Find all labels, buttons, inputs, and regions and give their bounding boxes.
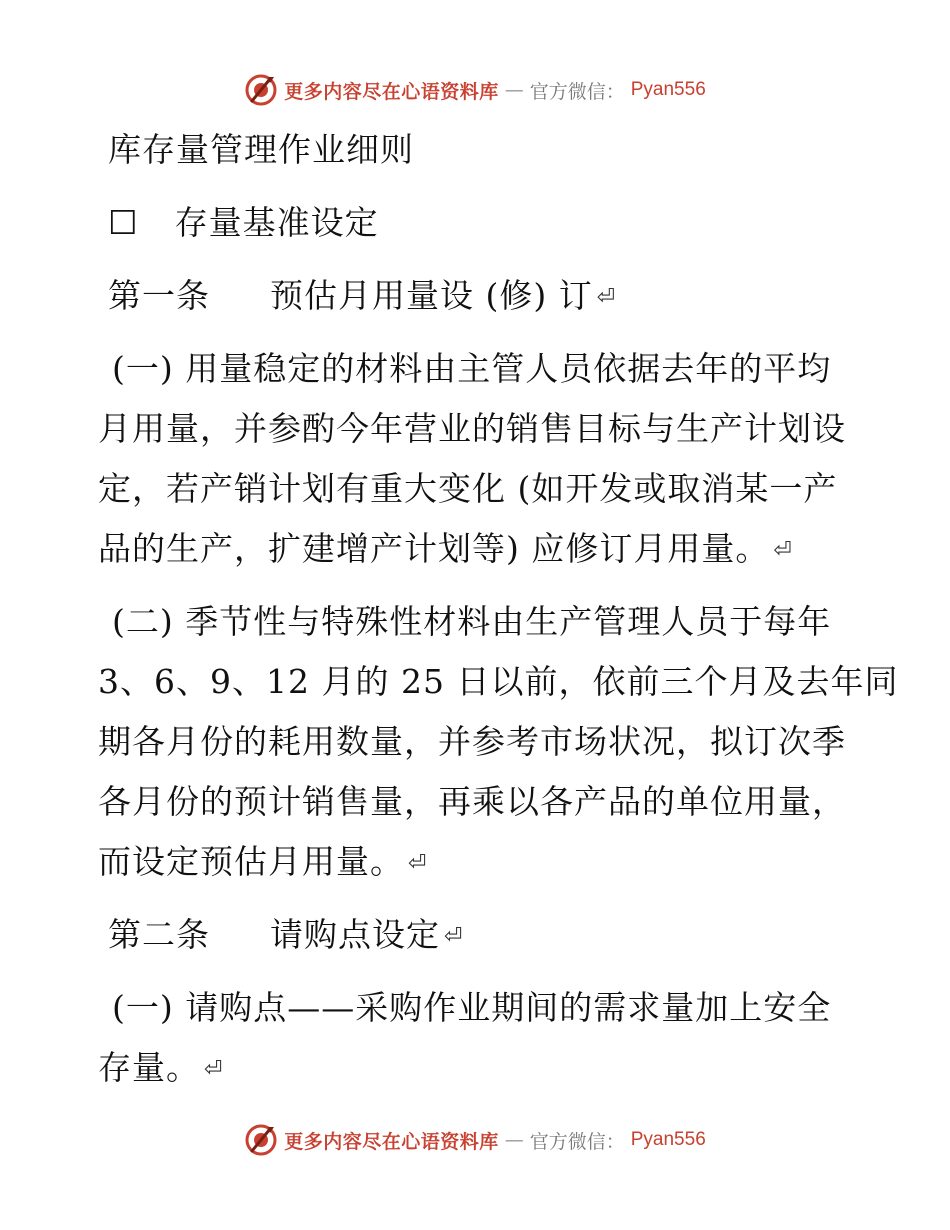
paragraph-line: (一) 用量稳定的材料由主管人员依据去年的平均 [112,349,832,388]
watermark-official-label: 官方微信： [529,1130,625,1153]
article1-heading [98,266,858,326]
document-title [98,120,858,180]
paragraph-mark-icon: ⏎ [773,538,793,563]
watermark-official-label: 官方微信： [529,80,625,103]
paragraph-line-text: 品的生产，扩建增产计划等) 应修订月用量。 [98,529,770,568]
article2-paragraph1 [98,978,858,1098]
article2-title: 请购点设定 [270,915,440,954]
paragraph-line: (二) 季节性与特殊性材料由生产管理人员于每年 [112,602,832,641]
checkbox-icon: ☐ [108,203,139,242]
paragraph-line-text: 而设定预估月用量。 [98,842,404,881]
article2-heading [98,905,858,965]
paragraph-mark-icon: ⏎ [596,285,617,310]
paragraph-line-last [98,832,858,892]
quill-seal-icon [244,73,278,107]
watermark-dash: — [504,1129,524,1151]
article1-paragraph2 [98,592,899,892]
watermark-wechat-id: Pyan556 [630,1129,706,1150]
paragraph-line: 各月份的预计销售量，再乘以各产品的单位用量， [98,782,846,821]
article1-paragraph1 [98,339,858,579]
article1-label: 第一条 [108,276,210,315]
document-body [98,120,899,1098]
paragraph-line-last [98,1038,858,1098]
section-heading [98,193,858,253]
section-title: 存量基准设定 [174,203,379,242]
watermark-wechat-id: Pyan556 [630,79,706,100]
article1-title: 预估月用量设 (修) 订 [270,276,593,315]
paragraph-mark-icon: ⏎ [444,924,464,949]
paragraph-line: 月用量，并参酌今年营业的销售目标与生产计划设 [98,409,846,448]
watermark-dash: — [504,79,524,101]
footer-watermark [0,1120,950,1160]
watermark-brand: 更多内容尽在心语资料库 [284,80,499,103]
paragraph-line: 定，若产销计划有重大变化 (如开发或取消某一产 [98,469,838,508]
watermark-brand: 更多内容尽在心语资料库 [284,1130,499,1153]
document-title-text: 库存量管理作业细则 [108,130,414,169]
paragraph-mark-icon: ⏎ [408,851,428,876]
paragraph-line-text: 存量。 [98,1048,200,1087]
paragraph-line: 期各月份的耗用数量，并参考市场状况，拟订次季 [98,722,846,761]
paragraph-line-last [98,519,858,579]
paragraph-line: 3、6、9、12 月的 25 日以前，依前三个月及去年同 [98,662,899,701]
paragraph-line: (一) 请购点——采购作业期间的需求量加上安全 [112,988,832,1027]
paragraph-mark-icon: ⏎ [204,1057,224,1082]
article2-label: 第二条 [108,915,210,954]
header-watermark [0,70,950,110]
quill-seal-icon [244,1123,278,1157]
